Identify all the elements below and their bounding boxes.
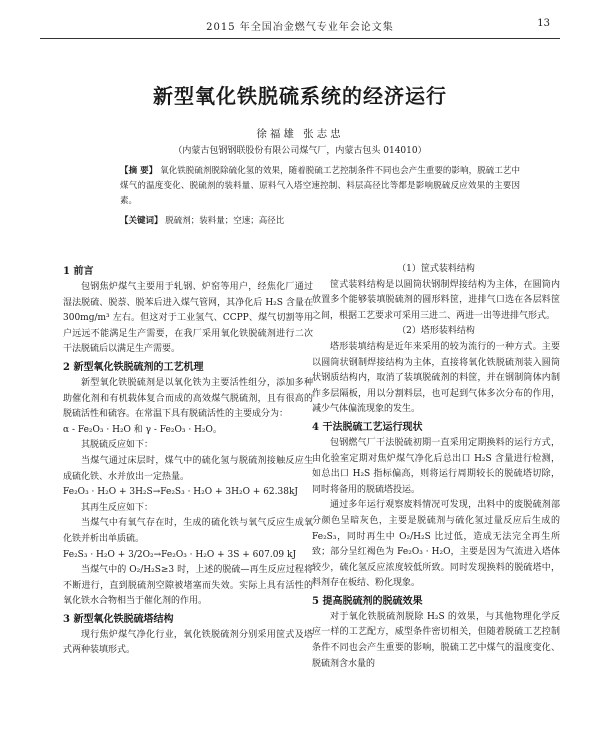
abstract bbox=[120, 164, 520, 209]
paragraph: 包钢燃气厂干法脱硫初期一直采用定期换料的运行方式，由化验室定期对焦炉煤气净化后总出口 H₂S 含量进行检测，如总出口 H₂S 指标偏高，则将运行周期较长的脱硫塔切除，同时将备用的脱硫塔投运。 bbox=[312, 437, 560, 495]
section-heading: 4 干法脱硫工艺运行现状 bbox=[312, 421, 423, 433]
keywords-tag: 【关键词】 bbox=[120, 216, 163, 226]
paragraph: 其脱硫反应如下： bbox=[81, 440, 154, 451]
paragraph: 当煤气中有氧气存在时，生成的硫化铁与氧气反应生成氧化铁并析出单质硫。 bbox=[63, 518, 313, 544]
subsection-heading: （1）筐式装料结构 bbox=[397, 264, 475, 274]
paragraph: 包钢焦炉煤气主要用于轧钢、炉窑等用户，经焦化厂通过湿法脱硫、脱萘、脱苯后进入煤气管网，其净化后 H₂S 含量在 300mg/m³ 左右。但这对于工业氢气、CCPP、煤气切割等用户远远不能满足生产需要，在我厂采用氧化铁脱硫剂进行二次干法脱硫后以满足生产需要。 bbox=[63, 282, 313, 355]
subsection-heading: （2）塔形装料结构 bbox=[397, 326, 475, 337]
section-heading: 1 前言 bbox=[63, 266, 94, 277]
article-title: 新型氧化铁脱硫系统的经济运行 bbox=[153, 84, 447, 108]
section-heading: 2 新型氧化铁脱硫剂的工艺机理 bbox=[63, 361, 204, 373]
keywords bbox=[120, 214, 520, 229]
abstract-tag: 【摘 要】 bbox=[120, 166, 158, 176]
formula: α - Fe₂O₃ · H₂O 和 γ - Fe₂O₃ · H₂O。 bbox=[63, 424, 222, 435]
article-authors: 徐福雄 张志忠 bbox=[256, 128, 344, 140]
formula: Fe₂O₃ · H₂O + 3H₂S→Fe₂S₃ · H₂O + 3H₂O + 62.38kJ bbox=[63, 487, 299, 498]
header-rule bbox=[40, 38, 560, 39]
paragraph: 当煤气中的 O₂/H₂S≥3 时，上述的脱硫—再生反应过程将不断进行，直到脱硫剂空隙被堵塞而失效。实际上具有活性的氧化铁水合物相当于催化剂的作用。 bbox=[63, 565, 313, 607]
section-heading: 3 新型氧化铁脱硫塔结构 bbox=[63, 613, 174, 625]
running-head: 2015 年全国冶金燃气专业年会论文集 bbox=[206, 22, 394, 33]
paragraph: 当煤气通过床层时，煤气中的硫化氢与脱硫剂接触反应生成硫化铁、水并放出一定热量。 bbox=[63, 455, 313, 482]
paragraph: 其再生反应如下： bbox=[81, 502, 154, 513]
keywords-text: 脱硫剂；装料量；空速；高径比 bbox=[165, 216, 285, 226]
left-column bbox=[63, 262, 313, 659]
paragraph: 新型氧化铁脱硫剂是以氧化铁为主要活性组分，添加多种助催化剂和有机载体复合而成的高效煤气脱硫剂，且有很高的脱硫活性和硫容。在常温下具有脱硫活性的主要成分为： bbox=[63, 377, 313, 420]
paragraph: 现行焦炉煤气净化行业，氧化铁脱硫剂分别采用筐式及塔式两种装填形式。 bbox=[63, 629, 313, 656]
paragraph: 筐式装料结构是以圆筒状钢制焊接结构为主体，在圆筒内放置多个能够装填脱硫剂的圆形料筐，进排气口选在各层料筐之间，根据工艺要求可采用三进二、两进一出等进排气形式。 bbox=[312, 279, 560, 321]
section-heading: 5 提高脱硫剂的脱硫效果 bbox=[312, 595, 423, 607]
article-affiliation: （内蒙古包钢钢联股份有限公司煤气厂，内蒙古包头 014010） bbox=[173, 146, 427, 156]
right-column bbox=[312, 262, 560, 672]
page-number: 13 bbox=[537, 18, 550, 29]
paragraph: 对于氧化铁脱硫剂脱除 H₂S 的效果，与其他物理化学反应一样的工艺配方，威型条件密切相关，但随着脱硫工艺控制条件不同也会产生重要的影响，脱硫工艺中煤气的温度变化、脱硫剂含水量的 bbox=[312, 611, 560, 669]
abstract-text: 氧化铁脱硫剂脱除硫化氢的效果，随着脱硫工艺控制条件不同也会产生重要的影响，脱硫工艺中煤气的温度变化、脱硫剂的装料量、原料气入塔空速控制、料层高径比等都是影响脱硫反应效果的主要因素。 bbox=[120, 166, 520, 206]
paragraph: 塔形装填结构是近年来采用的较为流行的一种方式。主要以圆筒状钢制焊接结构为主体，直接将氧化铁脱硫剂装入圆筒状钢质结构内，取消了装填脱硫剂的料筐，并在钢制筒体内制作多层隔板，用以分割料层，也可起到气体多次分布的作用，减少气体偏流现象的发生。 bbox=[312, 341, 560, 415]
paragraph: 通过多年运行观察废料情况可发现，出料中的废脱硫剂部分颜色呈暗灰色，主要是脱硫剂与硫化氢过量反应后生成的 Fe₂S₃，同时再生中 O₂/H₂S 比过低，造成无法完全再生所致；部分呈红褐色为 Fe₂O₃ · H₂O，主要是因为气流进入塔体较少，硫化氢反应浓度较低所致。同时发现换料的脱硫塔中，料剂存在板结、粉化现象。 bbox=[312, 500, 560, 589]
formula: Fe₂S₃ · H₂O + 3/2O₂→Fe₂O₃ · H₂O + 3S + 607.09 kJ bbox=[63, 549, 297, 560]
